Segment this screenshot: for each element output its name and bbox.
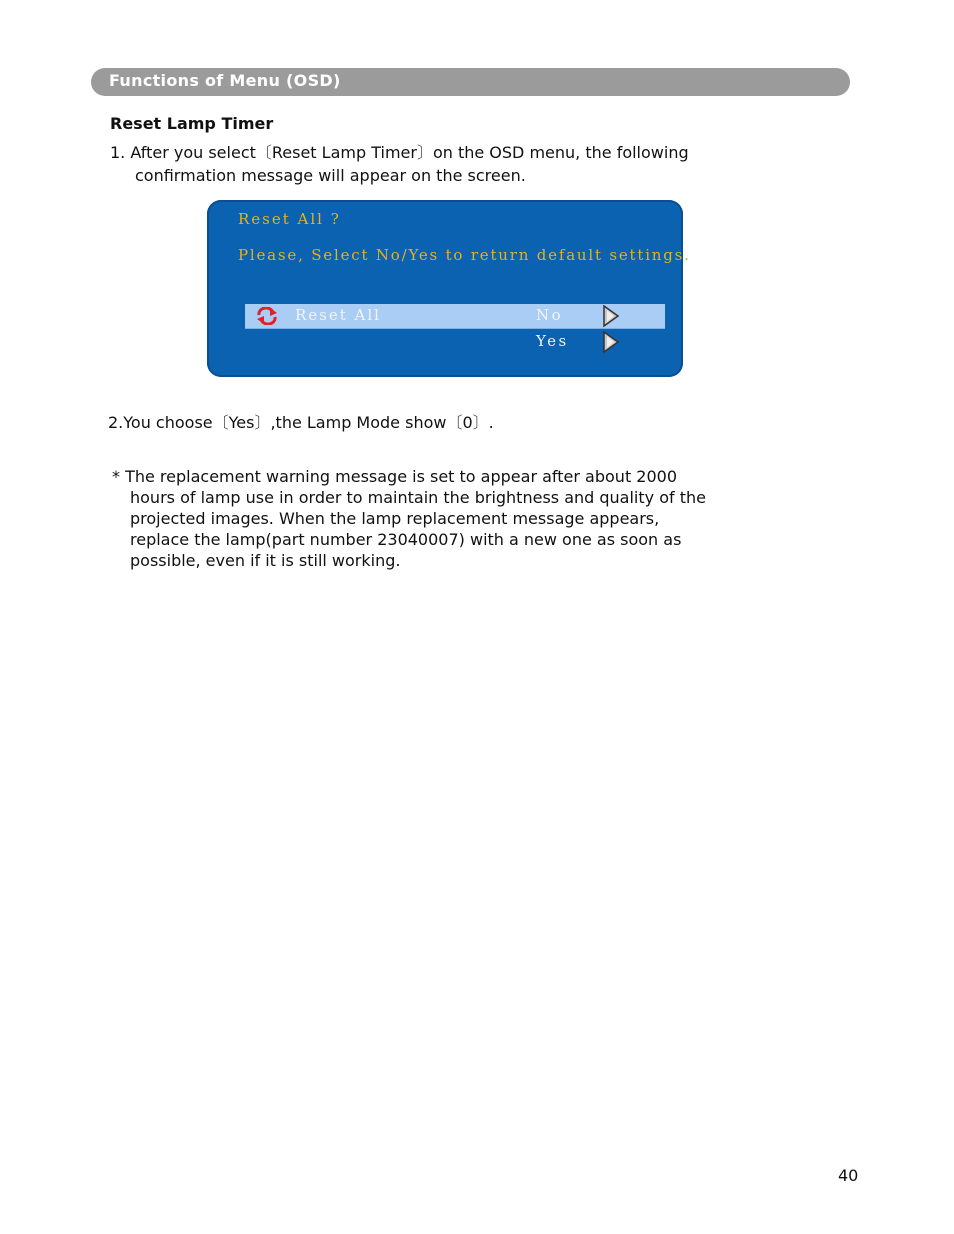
reset-icon xyxy=(256,307,278,325)
note-line-5: possible, even if it is still working. xyxy=(130,551,401,570)
osd-option-row-no[interactable] xyxy=(245,304,665,329)
note-line-4: replace the lamp(part number 23040007) with a new one as soon as xyxy=(130,530,682,549)
replacement-note xyxy=(112,466,812,571)
note-line-2: hours of lamp use in order to maintain the brightness and quality of the xyxy=(130,488,706,507)
step-1-text xyxy=(110,141,810,187)
note-line-1: * The replacement warning message is set to appear after about 2000 xyxy=(112,467,678,486)
step-1-line-2: confirmation message will appear on the screen. xyxy=(135,166,526,185)
osd-row-label: Reset All xyxy=(295,306,381,324)
section-heading: Reset Lamp Timer xyxy=(110,114,274,133)
osd-option-no[interactable]: No xyxy=(536,306,564,324)
section-header-bar: Functions of Menu (OSD) xyxy=(91,68,850,96)
osd-dialog-title: Reset All ? xyxy=(238,210,341,228)
step-1-line-1: 1. After you select〔Reset Lamp Timer〕on the OSD menu, the following xyxy=(110,143,689,162)
page-number: 40 xyxy=(838,1166,859,1185)
right-arrow-icon[interactable] xyxy=(602,331,620,353)
step-2-text: 2.You choose〔Yes〕,the Lamp Mode show〔0〕. xyxy=(108,413,494,432)
osd-dialog-message: Please, Select No/Yes to return default settings. xyxy=(238,246,691,264)
osd-reset-dialog xyxy=(207,200,691,377)
osd-option-yes[interactable]: Yes xyxy=(536,332,569,350)
right-arrow-icon[interactable] xyxy=(602,305,620,327)
note-line-3: projected images. When the lamp replacement message appears, xyxy=(130,509,660,528)
osd-option-row-yes[interactable] xyxy=(245,330,665,354)
